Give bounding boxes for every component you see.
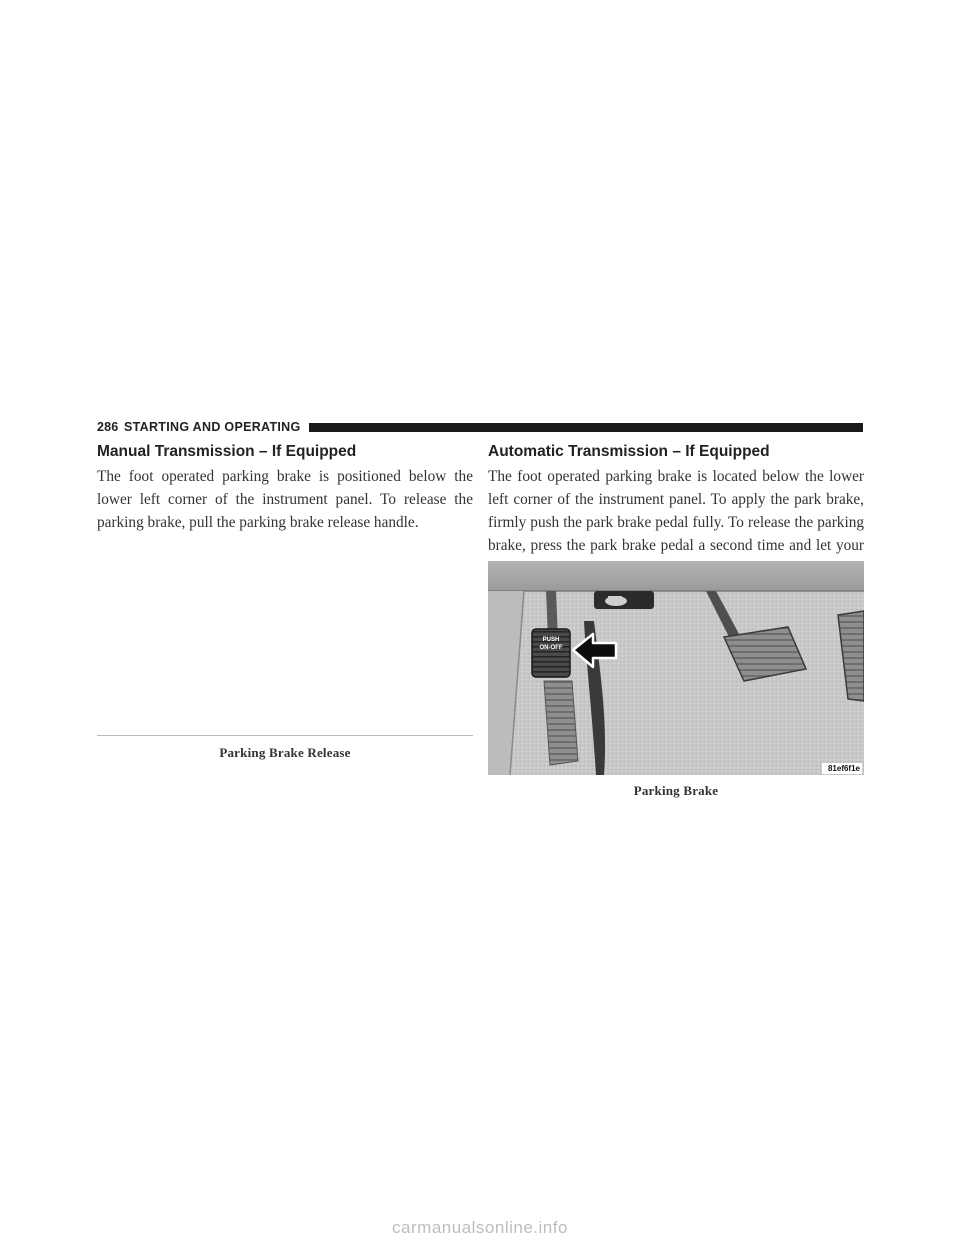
page-number: 286 bbox=[97, 420, 119, 434]
figure-divider-left bbox=[97, 735, 473, 736]
parking-brake-caption: Parking Brake bbox=[633, 783, 719, 798]
automatic-transmission-paragraph: The foot operated parking brake is located below the lower left corner of the instrument panel. To apply the park brake, firmly push the park brake pedal fully. To release the parking brake, press the park brake pedal a second time and let your bbox=[488, 468, 864, 554]
pedal-push-label: PUSH bbox=[542, 637, 560, 643]
left-column bbox=[97, 443, 473, 534]
right-column bbox=[488, 443, 864, 580]
parking-brake-photo bbox=[488, 561, 864, 775]
parking-brake-release-caption: Parking Brake Release bbox=[219, 745, 351, 760]
header-rule-bar bbox=[309, 423, 863, 432]
automatic-transmission-heading: Automatic Transmission – If Equipped bbox=[488, 443, 770, 460]
manual-transmission-heading: Manual Transmission – If Equipped bbox=[97, 443, 357, 460]
pedal-onoff-label: ON-OFF bbox=[539, 645, 563, 651]
figure-id-label: 81ef6f1e bbox=[827, 764, 860, 773]
parking-brake-figure bbox=[488, 561, 864, 775]
manual-transmission-paragraph: The foot operated parking brake is positioned below the lower left corner of the instrument panel. To release the parking brake, pull the parking brake release handle. bbox=[97, 468, 473, 531]
watermark-footer: carmanualsonline.info bbox=[392, 1218, 568, 1237]
section-title: STARTING AND OPERATING bbox=[124, 420, 301, 434]
running-header bbox=[97, 420, 863, 434]
